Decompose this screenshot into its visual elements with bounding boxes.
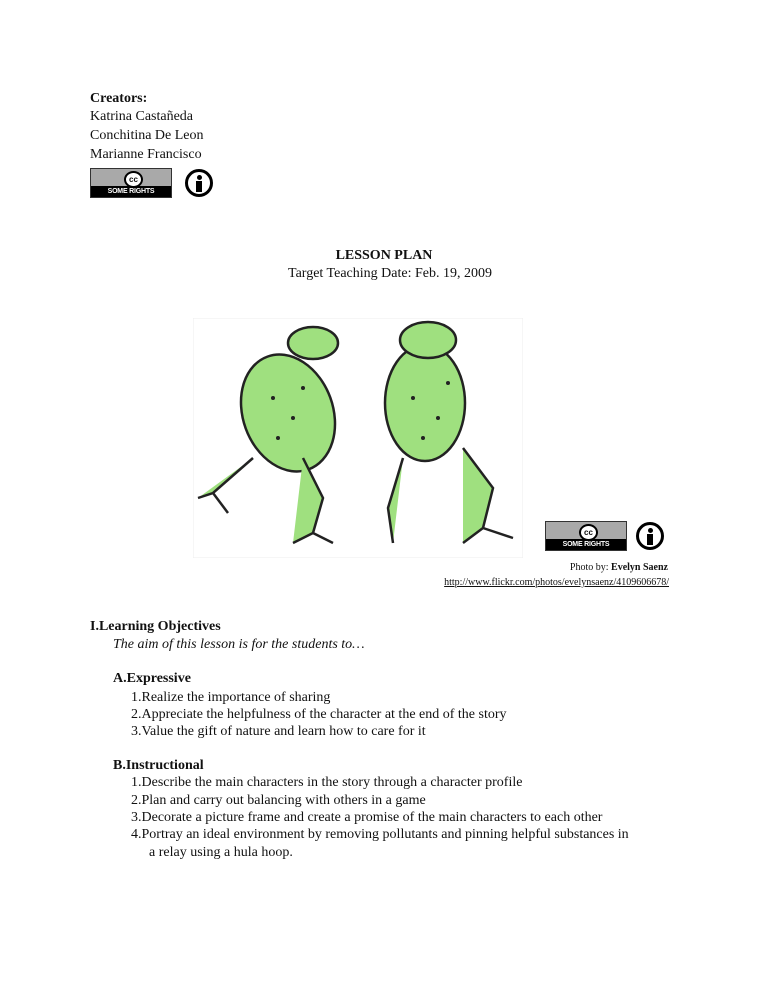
frogs-illustration	[193, 318, 523, 558]
document-title: LESSON PLAN	[335, 248, 433, 263]
attribution-icon	[636, 522, 664, 550]
cc-license-badge	[90, 168, 172, 206]
objectives-intro: The aim of this lesson is for the students to…	[113, 637, 365, 652]
objectives-heading: I.Learning Objectives	[90, 619, 221, 634]
cc-badge-text: SOME RIGHTS RESERVED	[546, 539, 626, 550]
creators-heading: Creators:	[90, 91, 148, 106]
list-item-continuation: a relay using a hula hoop.	[149, 845, 293, 860]
photo-credit-name: Evelyn Saenz	[611, 562, 668, 573]
list-item: 2.Plan and carry out balancing with others in a game	[131, 793, 426, 808]
list-item: 3.Value the gift of nature and learn how to care for it	[131, 724, 426, 739]
list-item: 4.Portray an ideal environment by removing pollutants and pinning helpful substances in	[131, 827, 629, 842]
instructional-heading: B.Instructional	[113, 758, 204, 773]
list-item: 1.Describe the main characters in the story through a character profile	[131, 775, 523, 790]
attribution-icon	[185, 169, 213, 197]
cc-badge-text: SOME RIGHTS RESERVED	[91, 186, 171, 197]
creator-name: Marianne Francisco	[90, 147, 202, 162]
cc-icon: cc	[124, 171, 143, 188]
photo-cc-license-badge	[545, 521, 627, 559]
photo-source-link[interactable]: http://www.flickr.com/photos/evelynsaenz/4109606678/	[444, 577, 669, 588]
cc-icon: cc	[579, 524, 598, 541]
creator-name: Conchitina De Leon	[90, 128, 204, 143]
photo-credit-label: Photo by:	[569, 562, 609, 573]
expressive-heading: A.Expressive	[113, 671, 191, 686]
list-item: 3.Decorate a picture frame and create a promise of the main characters to each other	[131, 810, 603, 825]
list-item: 1.Realize the importance of sharing	[131, 690, 331, 705]
list-item: 2.Appreciate the helpfulness of the character at the end of the story	[131, 707, 507, 722]
teaching-date: Target Teaching Date: Feb. 19, 2009	[288, 266, 492, 281]
creator-name: Katrina Castañeda	[90, 109, 194, 124]
